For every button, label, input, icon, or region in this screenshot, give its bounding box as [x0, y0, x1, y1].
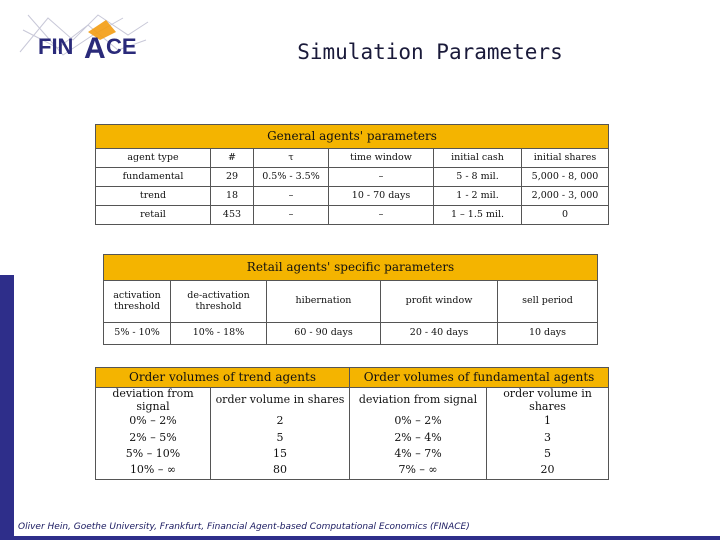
table-cell: 20 - 40 days [381, 323, 498, 345]
table-cell: 1 – 1.5 mil. [434, 206, 522, 225]
fundamental-orders-header: Order volumes of fundamental agents [350, 368, 609, 388]
table-cell: 4% – 7% [350, 446, 487, 463]
logo-text-a: A [84, 32, 106, 65]
table-row [96, 463, 609, 480]
column-header: activation threshold [104, 281, 171, 323]
table-cell: 5 [487, 446, 609, 463]
table-cell: 3 [487, 430, 609, 447]
trend-orders-header: Order volumes of trend agents [96, 368, 350, 388]
table-cell: 15 [211, 446, 350, 463]
table-cell: 80 [211, 463, 350, 480]
table-row [96, 446, 609, 463]
table-cell: 18 [211, 187, 254, 206]
table-cell: 5% – 10% [96, 446, 211, 463]
column-header: initial cash [434, 149, 522, 168]
table-cell: 20 [487, 463, 609, 480]
column-header: # [211, 149, 254, 168]
table-cell: 2% – 5% [96, 430, 211, 447]
logo-text-ce: CE [106, 34, 137, 59]
table-row [96, 187, 609, 206]
table-cell: 0% – 2% [350, 413, 487, 430]
table-cell: 60 - 90 days [267, 323, 381, 345]
order-volumes-table [95, 367, 609, 480]
table-cell: 5% - 10% [104, 323, 171, 345]
table-row [96, 413, 609, 430]
finace-logo [18, 10, 153, 65]
table-cell: 10 - 70 days [329, 187, 434, 206]
table-cell: 5 - 8 mil. [434, 168, 522, 187]
column-header: initial shares [522, 149, 609, 168]
table-cell: – [329, 168, 434, 187]
table-cell: – [329, 206, 434, 225]
bottom-divider [14, 536, 720, 540]
table-cell: fundamental [96, 168, 211, 187]
table-cell: 29 [211, 168, 254, 187]
column-header: τ [254, 149, 329, 168]
column-header: de-activation threshold [171, 281, 267, 323]
table-cell: 7% – ∞ [350, 463, 487, 480]
page-title: Simulation Parameters [297, 40, 563, 64]
table-row [96, 430, 609, 447]
table-cell: 5,000 - 8, 000 [522, 168, 609, 187]
column-header: profit window [381, 281, 498, 323]
table-cell: 0 [522, 206, 609, 225]
logo-text-fin: FIN [38, 34, 74, 59]
column-header: deviation from signal [96, 388, 211, 414]
table-cell: 2,000 - 3, 000 [522, 187, 609, 206]
table-row [96, 206, 609, 225]
general-agents-table [95, 124, 609, 225]
table-cell: 5 [211, 430, 350, 447]
column-header: order volume in shares [211, 388, 350, 414]
table-cell: 2 [211, 413, 350, 430]
table-cell: 2% – 4% [350, 430, 487, 447]
column-header: order volume in shares [487, 388, 609, 414]
table-cell: – [254, 206, 329, 225]
footer-citation: Oliver Hein, Goethe University, Frankfurt, Financial Agent-based Computational Economics (FINACE) [18, 522, 470, 532]
accent-bar [0, 275, 14, 540]
table-cell: – [254, 187, 329, 206]
column-header: time window [329, 149, 434, 168]
table-cell: 10 days [498, 323, 598, 345]
retail-agents-table [103, 254, 598, 345]
table-cell: retail [96, 206, 211, 225]
table-cell: 10% - 18% [171, 323, 267, 345]
table-row [104, 323, 598, 345]
column-header: sell period [498, 281, 598, 323]
column-header: agent type [96, 149, 211, 168]
table-row [96, 168, 609, 187]
table-cell: trend [96, 187, 211, 206]
table-cell: 1 - 2 mil. [434, 187, 522, 206]
table-cell: 1 [487, 413, 609, 430]
column-header: hibernation [267, 281, 381, 323]
retail-table-header: Retail agents' specific parameters [104, 255, 598, 281]
table-cell: 10% – ∞ [96, 463, 211, 480]
table-cell: 453 [211, 206, 254, 225]
table-cell: 0% – 2% [96, 413, 211, 430]
general-table-header: General agents' parameters [96, 125, 609, 149]
column-header: deviation from signal [350, 388, 487, 414]
table-cell: 0.5% - 3.5% [254, 168, 329, 187]
